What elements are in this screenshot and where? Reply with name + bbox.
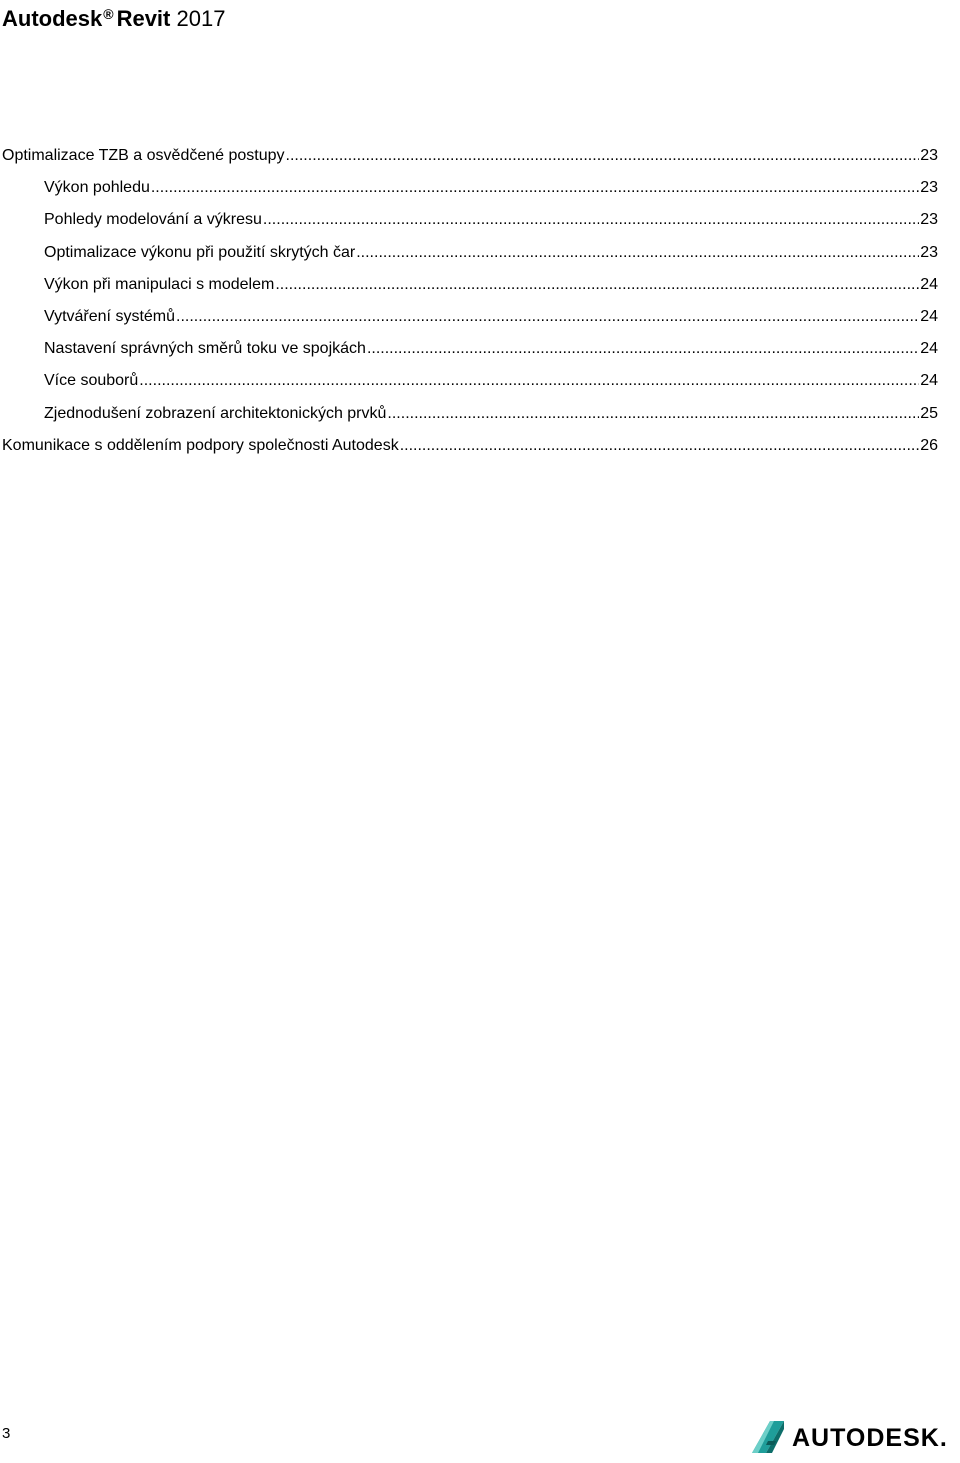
autodesk-logo [750, 1419, 948, 1455]
header-year: 2017 [176, 6, 226, 31]
toc-dot-leader [286, 146, 920, 166]
toc-entry-label: Komunikace s oddělením podpory společnosti Autodesk [2, 436, 399, 454]
toc-entry-page: 23 [920, 147, 938, 165]
header-product: Revit [116, 6, 171, 31]
toc-entry-page: 23 [920, 179, 938, 197]
toc-dot-leader [275, 275, 919, 295]
toc-entry-label: Optimalizace výkonu při použití skrytých čar [44, 243, 356, 261]
autodesk-a-logo-icon [750, 1419, 786, 1455]
toc-entry-label: Optimalizace TZB a osvědčené postupy [2, 147, 285, 165]
autodesk-wordmark: AUTODESK. [792, 1424, 948, 1452]
toc-dot-leader [263, 210, 919, 230]
toc-entry-page: 24 [920, 340, 938, 358]
header-registered-mark: ® [103, 6, 114, 22]
toc-entry-label: Více souborů [44, 372, 139, 390]
toc-dot-leader [176, 307, 919, 327]
toc-entry-label: Výkon při manipulaci s modelem [44, 275, 275, 293]
toc-entry[interactable] [0, 204, 940, 236]
toc-entry-page: 23 [920, 211, 938, 229]
toc-entry[interactable] [0, 301, 940, 333]
toc-entry-label: Pohledy modelování a výkresu [44, 211, 262, 229]
toc-entry[interactable] [0, 237, 940, 269]
toc-entry-label: Výkon pohledu [44, 179, 150, 197]
toc-dot-leader [387, 404, 919, 424]
toc-dot-leader [151, 178, 919, 198]
toc-entry[interactable] [0, 430, 940, 462]
header-brand: Autodesk [2, 6, 103, 31]
toc-entry[interactable] [0, 269, 940, 301]
toc-entry-page: 24 [920, 372, 938, 390]
toc-dot-leader [139, 371, 919, 391]
toc-entry-page: 24 [920, 275, 938, 293]
toc-entry[interactable] [0, 333, 940, 365]
toc-entry-page: 25 [920, 404, 938, 422]
toc-entry[interactable] [0, 365, 940, 397]
toc-entry-page: 24 [920, 308, 938, 326]
toc-entry[interactable] [0, 140, 940, 172]
page-number: 3 [2, 1425, 11, 1442]
toc-entry[interactable] [0, 398, 940, 430]
toc-dot-leader [356, 243, 919, 263]
toc-entry-page: 23 [920, 243, 938, 261]
toc-entry[interactable] [0, 172, 940, 204]
toc-entry-label: Zjednodušení zobrazení architektonických prvků [44, 404, 387, 422]
toc-dot-leader [367, 339, 919, 359]
table-of-contents [0, 140, 940, 462]
toc-entry-label: Vytváření systémů [44, 308, 176, 326]
toc-dot-leader [400, 436, 920, 456]
document-header-title [2, 0, 225, 33]
toc-entry-label: Nastavení správných směrů toku ve spojkách [44, 340, 366, 358]
toc-entry-page: 26 [920, 436, 938, 454]
